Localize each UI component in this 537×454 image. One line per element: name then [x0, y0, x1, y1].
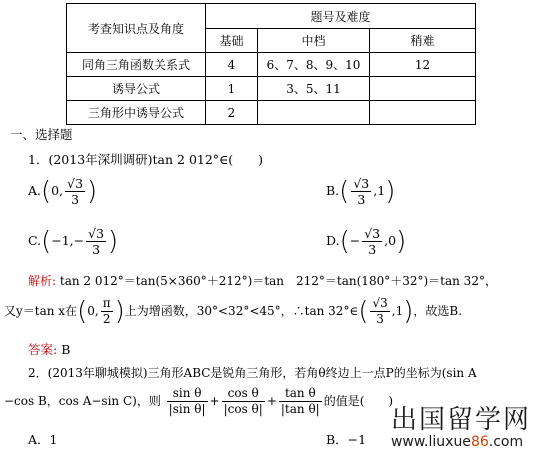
paren-close: )	[114, 296, 125, 327]
watermark-url-b: .com	[488, 434, 524, 450]
option-b-part: ,1	[373, 183, 386, 198]
paren-close: )	[385, 176, 396, 207]
table-cell-hard	[370, 101, 476, 125]
paren-open: (	[41, 226, 52, 257]
q1-option-c	[28, 226, 118, 257]
option-a-part: 0,	[51, 183, 64, 198]
fraction-num: √3	[364, 226, 381, 241]
table-cell-mid: 6、7、8、9、10	[258, 53, 370, 77]
site-watermark	[391, 406, 531, 450]
fraction-den: 3	[368, 242, 377, 257]
table-cell-basic: 2	[206, 101, 258, 125]
paren-open: (	[358, 296, 369, 327]
fraction-den: 3	[357, 192, 366, 207]
table-head-group: 题号及难度	[206, 4, 476, 29]
q1-solution-line2	[4, 296, 462, 327]
table-row	[67, 53, 476, 77]
fraction-num: tan θ	[279, 386, 322, 402]
fraction-num: cos θ	[222, 386, 265, 402]
q1-option-d	[326, 226, 406, 257]
table-cell-basic: 4	[206, 53, 258, 77]
paren-open: (	[41, 176, 52, 207]
table-cell-basic: 1	[206, 77, 258, 101]
table-row	[67, 77, 476, 101]
table-head-topic: 考查知识点及角度	[67, 4, 206, 53]
paren-close: )	[403, 296, 414, 327]
table-cell-topic: 同角三角函数关系式	[67, 53, 206, 77]
table-head-basic: 基础	[206, 29, 258, 53]
fraction-den: 3	[71, 192, 80, 207]
fraction-den: 3	[376, 312, 384, 326]
fraction-den: 3	[92, 242, 101, 257]
q1-option-b	[326, 176, 395, 207]
fraction	[65, 176, 85, 207]
paren-close: )	[108, 226, 119, 257]
option-letter: C.	[28, 233, 42, 248]
fraction	[279, 386, 322, 417]
plus-sign: +	[209, 394, 220, 408]
fraction	[362, 226, 382, 257]
knowledge-table	[66, 3, 476, 125]
fraction-num: √3	[88, 226, 105, 241]
option-c-part: −1,−	[51, 233, 85, 248]
table-head-hard: 稍难	[370, 29, 476, 53]
table-row	[67, 101, 476, 125]
option-letter: A.	[28, 183, 42, 198]
answer-value: B	[61, 342, 71, 357]
solution-text-a: 又y＝tan x在	[4, 304, 78, 318]
option-d-part: −	[349, 233, 361, 248]
table-cell-hard: 12	[370, 53, 476, 77]
fraction-num: sin θ	[167, 386, 208, 402]
solution-text: tan 2 012°＝tan(5×360°＋212°)＝tan 212°＝tan(180°＋32°)＝tan 32°，	[59, 274, 497, 288]
fraction-den: |sin θ|	[168, 402, 206, 416]
fraction-num: √3	[353, 176, 370, 191]
fraction-den: |cos θ|	[223, 402, 263, 416]
fraction	[167, 386, 208, 417]
q1-solution-line1	[28, 272, 497, 289]
q1-answer	[28, 340, 70, 358]
table-head-mid: 中档	[258, 29, 370, 53]
watermark-url	[391, 434, 531, 450]
fraction-den: 2	[102, 312, 111, 326]
paren-open: (	[339, 176, 350, 207]
fraction-num: √3	[372, 296, 388, 310]
watermark-url-highlight: 86	[470, 434, 489, 450]
table-cell-hard	[370, 77, 476, 101]
q2-option-b: B．−1	[326, 432, 367, 447]
option-d-part-b: ,0	[384, 233, 397, 248]
paren-close: )	[396, 226, 407, 257]
paren-open: (	[77, 296, 88, 327]
table-cell-mid: 3、5、11	[258, 77, 370, 101]
q1-option-a	[28, 176, 97, 207]
interval-start: 0,	[87, 304, 99, 318]
option-letter: D.	[326, 233, 340, 248]
paren-close: )	[87, 176, 98, 207]
q2-stem-line1: 2．(2013年聊城模拟)三角形ABC是锐角三角形，若角θ终边上一点P的坐标为(sin A	[28, 366, 477, 380]
table-cell-topic: 三角形中诱导公式	[67, 101, 206, 125]
watermark-url-a: www.liuxue	[390, 434, 471, 450]
answer-label: 答案:	[28, 342, 58, 357]
watermark-title: 出国留学网	[390, 405, 531, 435]
fraction	[101, 296, 113, 327]
fraction-num: √3	[67, 176, 84, 191]
fraction	[370, 296, 389, 327]
solution-text-b: 上为增函数，30°<32°<45°，∴tan 32°∈	[124, 304, 359, 318]
solution-text-d: ，故选B.	[413, 304, 463, 318]
plus-sign: +	[266, 394, 277, 408]
fraction	[86, 226, 106, 257]
fraction-num: π	[102, 296, 111, 310]
option-letter: B.	[326, 183, 340, 198]
table-cell-topic: 诱导公式	[67, 77, 206, 101]
q2-stem-a: −cos B，cos A−sin C)，则	[4, 394, 161, 408]
fraction	[351, 176, 371, 207]
q2-stem-b: 的值是( )	[323, 394, 394, 408]
fraction-den: |tan θ|	[280, 402, 320, 416]
solution-text-c: ,1	[391, 304, 404, 318]
q2-option-a: A．1	[28, 432, 58, 447]
q2-stem-line2	[4, 386, 393, 417]
fraction	[222, 386, 265, 417]
table-cell-mid	[258, 101, 370, 125]
section-heading: 一、选择题	[10, 127, 73, 142]
q1-stem: 1．(2013年深圳调研)tan 2 012°∈( )	[28, 152, 264, 167]
paren-open: (	[339, 226, 350, 257]
solution-label: 解析:	[28, 274, 57, 288]
